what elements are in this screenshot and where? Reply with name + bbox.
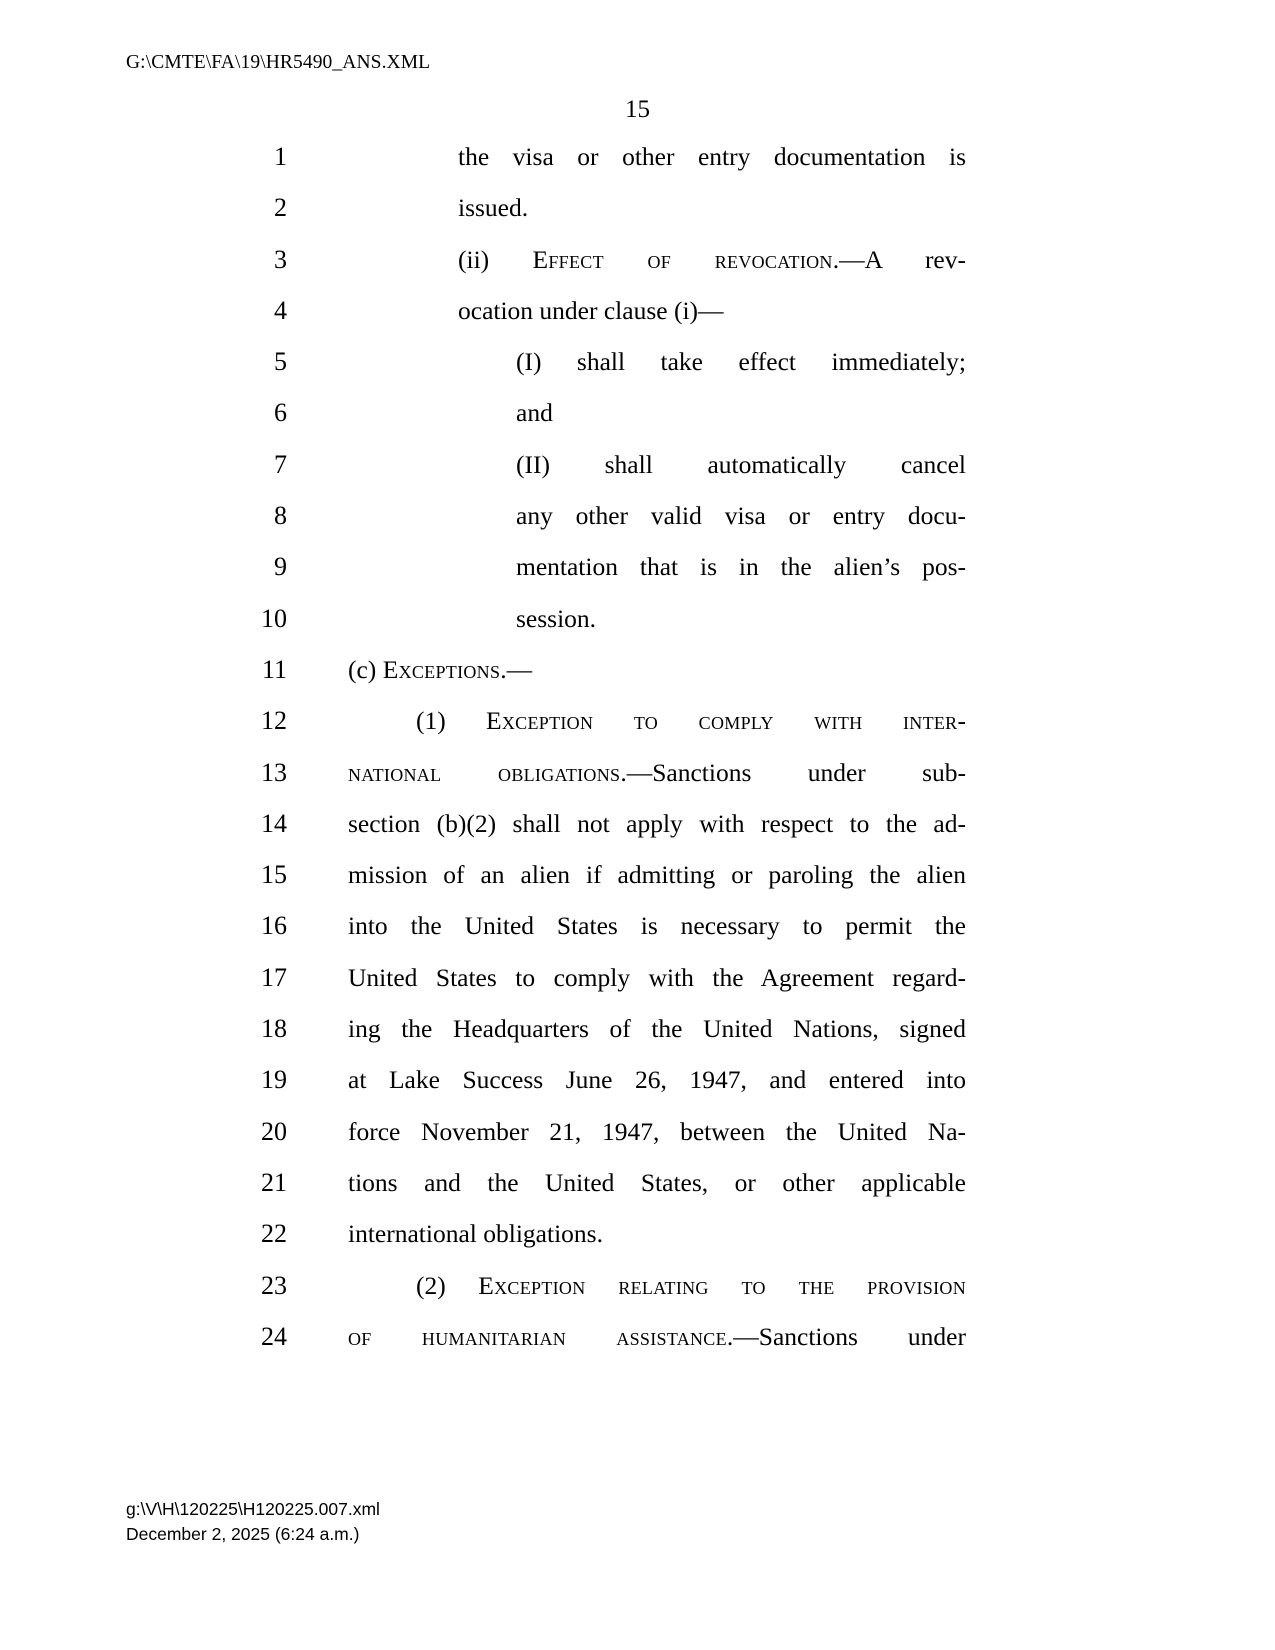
- line-text: [348, 1012, 966, 1046]
- line-text-body: international obligations.: [348, 1219, 603, 1249]
- line-text: [348, 1269, 966, 1303]
- text-line-row: [0, 704, 1275, 755]
- line-text: [348, 1166, 966, 1200]
- small-caps-heading: national obligations: [348, 757, 621, 787]
- text-line-row: [0, 345, 1275, 396]
- line-text: [516, 550, 966, 584]
- text-line-row: [0, 1012, 1275, 1063]
- small-caps-heading: of humanitarian assistance: [348, 1321, 727, 1351]
- line-number: 17: [261, 962, 287, 992]
- line-text: [348, 704, 966, 738]
- line-text-body: at Lake Success June 26, 1947, and entered into: [348, 1065, 966, 1095]
- text-line-row: [0, 243, 1275, 294]
- text-line-row: [0, 909, 1275, 960]
- line-text: [348, 1320, 966, 1354]
- line-text-tail: .—A rev-: [832, 244, 966, 274]
- line-text: [458, 140, 966, 174]
- line-number: 3: [274, 244, 287, 274]
- clause-designator: (1): [416, 706, 486, 736]
- text-line-row: [0, 1115, 1275, 1166]
- document-header-path: G:\CMTE\FA\19\HR5490_ANS.XML: [126, 52, 431, 73]
- text-line-row: [0, 756, 1275, 807]
- line-text-body: (II) shall automatically cancel: [516, 449, 966, 479]
- line-number: 9: [274, 552, 287, 582]
- line-text-tail: .—Sanctions under sub-: [620, 757, 967, 787]
- line-number: 2: [274, 193, 287, 223]
- line-text: [516, 602, 966, 636]
- line-number: 22: [261, 1219, 287, 1249]
- line-number: 20: [261, 1116, 287, 1146]
- numbered-text-body: [0, 140, 1275, 1371]
- line-number: 23: [261, 1270, 287, 1300]
- text-line-row: [0, 550, 1275, 601]
- text-line-row: [0, 807, 1275, 858]
- line-text-body: force November 21, 1947, between the United Na-: [348, 1116, 966, 1146]
- text-line-row: [0, 140, 1275, 191]
- line-text: [348, 961, 966, 995]
- line-number: 8: [274, 501, 287, 531]
- line-number: 13: [261, 757, 287, 787]
- line-text-body: any other valid visa or entry docu-: [516, 501, 966, 531]
- line-text: [516, 396, 966, 430]
- line-number: 18: [261, 1014, 287, 1044]
- line-text-body: and: [516, 398, 553, 428]
- small-caps-heading: Effect of revocation: [532, 244, 833, 274]
- text-line-row: [0, 1269, 1275, 1320]
- line-number: 5: [274, 347, 287, 377]
- text-line-row: [0, 191, 1275, 242]
- clause-designator: (2): [416, 1270, 479, 1300]
- line-text: [458, 243, 966, 277]
- line-number: 19: [261, 1065, 287, 1095]
- line-text-body: the visa or other entry documentation is: [458, 142, 966, 171]
- line-text-body: United States to comply with the Agreement regard-: [348, 962, 966, 992]
- text-line-row: [0, 961, 1275, 1012]
- line-text: [348, 1063, 966, 1097]
- line-text: [348, 653, 966, 687]
- line-number: 24: [261, 1321, 287, 1351]
- text-line-row: [0, 1217, 1275, 1268]
- line-number: 12: [261, 706, 287, 736]
- page-number: 15: [625, 96, 650, 123]
- text-line-row: [0, 396, 1275, 447]
- line-number: 1: [274, 142, 287, 171]
- line-number: 21: [261, 1167, 287, 1197]
- line-text-body: mission of an alien if admitting or paroling the alien: [348, 860, 966, 890]
- line-text-tail: -: [957, 706, 966, 736]
- line-text: [348, 1217, 966, 1251]
- line-text-tail: .—: [500, 654, 533, 684]
- line-text-tail: .—Sanctions under: [726, 1321, 966, 1351]
- line-text: [458, 191, 966, 225]
- line-text-body: (I) shall take effect immediately;: [516, 347, 966, 377]
- small-caps-heading: Exception relating to the provision: [478, 1270, 967, 1300]
- line-text-body: tions and the United States, or other applicable: [348, 1167, 966, 1197]
- line-text: [348, 909, 966, 943]
- clause-designator: (ii): [458, 244, 533, 274]
- line-number: 15: [261, 860, 287, 890]
- footer-file-path: g:\V\H\120225\H120225.007.xml: [126, 1499, 380, 1519]
- line-number: 10: [261, 603, 287, 633]
- line-text-body: mentation that is in the alien’s pos-: [516, 552, 966, 582]
- line-number: 4: [274, 295, 287, 325]
- line-text-body: ocation under clause (i)—: [458, 295, 724, 325]
- footer-timestamp: December 2, 2025 (6:24 a.m.): [126, 1524, 360, 1544]
- small-caps-heading: Exception to comply with inter: [486, 706, 958, 736]
- document-footer: [126, 1497, 380, 1547]
- line-text: [348, 1115, 966, 1149]
- line-text: [348, 858, 966, 892]
- text-line-row: [0, 1166, 1275, 1217]
- line-text: [516, 448, 966, 482]
- line-number: 7: [274, 449, 287, 479]
- line-text: [516, 499, 966, 533]
- text-line-row: [0, 294, 1275, 345]
- clause-designator: (c): [348, 654, 383, 684]
- line-number: 16: [261, 911, 287, 941]
- line-text-body: issued.: [458, 193, 529, 223]
- line-text: [516, 345, 966, 379]
- text-line-row: [0, 858, 1275, 909]
- line-text-body: ing the Headquarters of the United Nations, signed: [348, 1014, 966, 1044]
- line-text: [348, 807, 966, 841]
- text-line-row: [0, 653, 1275, 704]
- line-text: [458, 294, 966, 328]
- text-line-row: [0, 1063, 1275, 1114]
- text-line-row: [0, 499, 1275, 550]
- line-text: [348, 756, 966, 790]
- line-text-body: section (b)(2) shall not apply with respect to the ad-: [348, 808, 966, 838]
- line-number: 14: [261, 808, 287, 838]
- text-line-row: [0, 602, 1275, 653]
- line-text-body: session.: [516, 603, 597, 633]
- line-number: 11: [261, 654, 287, 684]
- text-line-row: [0, 1320, 1275, 1371]
- line-text-body: into the United States is necessary to permit the: [348, 911, 966, 941]
- text-line-row: [0, 448, 1275, 499]
- line-number: 6: [274, 398, 287, 428]
- small-caps-heading: Exceptions: [382, 654, 501, 684]
